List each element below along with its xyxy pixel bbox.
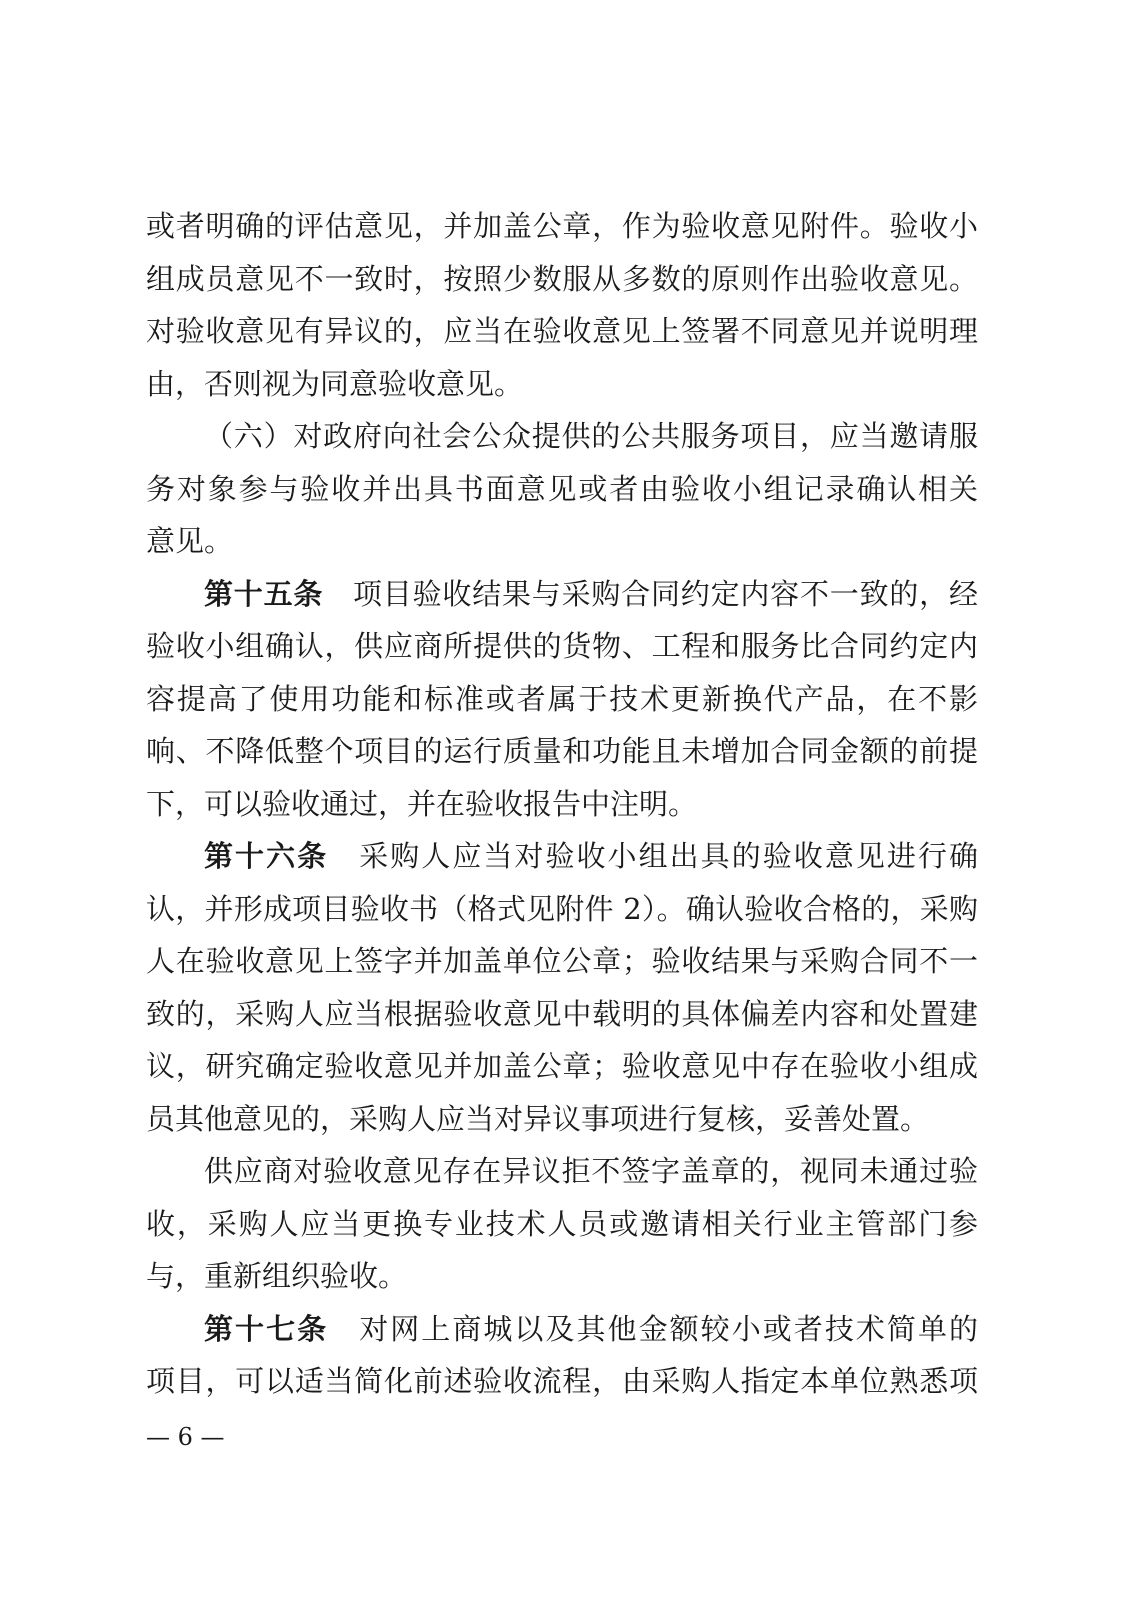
text-line: 人在验收意见上签字并加盖单位公章；验收结果与采购合同不一 (146, 944, 978, 978)
article-heading-17: 第十七条 (204, 1311, 329, 1346)
text-line: 项目验收结果与采购合同约定内容不一致的，经 (352, 576, 978, 611)
page-number: — 6 — (146, 1423, 225, 1451)
article-heading-16: 第十六条 (204, 839, 329, 873)
text-line: 对网上商城以及其他金额较小或者技术简单的 (357, 1311, 978, 1346)
text-line: 组成员意见不一致时，按照少数服从多数的原则作出验收意见。 (146, 261, 978, 296)
text-line: 认，并形成项目验收书（格式见附件 2）。确认验收合格的，采购 (146, 891, 978, 926)
text-line: 验收小组确认，供应商所提供的货物、工程和服务比合同约定内 (146, 629, 978, 663)
text-line: 致的，采购人应当根据验收意见中载明的具体偏差内容和处置建 (146, 996, 978, 1031)
article-line (146, 830, 978, 883)
text-line: 员其他意见的，采购人应当对异议事项进行复核，妥善处置。 (146, 1101, 930, 1136)
text-line: 收，采购人应当更换专业技术人员或邀请相关行业主管部门参 (146, 1206, 978, 1241)
text-line: 务对象参与验收并出具书面意见或者由验收小组记录确认相关 (146, 471, 978, 506)
text-line: 意见。 (146, 524, 234, 558)
text-line: 对验收意见有异议的，应当在验收意见上签署不同意见并说明理 (146, 314, 978, 348)
text-line: （六）对政府向社会公众提供的公共服务项目，应当邀请服 (204, 419, 978, 453)
article-line (146, 1303, 978, 1356)
text-line: 容提高了使用功能和标准或者属于技术更新换代产品，在不影 (146, 681, 978, 716)
text-line: 响、不降低整个项目的运行质量和功能且未增加合同金额的前提 (146, 734, 978, 768)
text-line: 或者明确的评估意见，并加盖公章，作为验收意见附件。验收小 (146, 209, 978, 243)
text-line: 供应商对验收意见存在异议拒不签字盖章的，视同未通过验 (204, 1154, 978, 1188)
article-line (146, 568, 978, 621)
text-line: 下，可以验收通过，并在验收报告中注明。 (146, 786, 698, 821)
text-line: 采购人应当对验收小组出具的验收意见进行确 (357, 839, 978, 873)
body-text (146, 200, 978, 1408)
text-line: 由，否则视为同意验收意见。 (146, 366, 524, 401)
text-line: 与，重新组织验收。 (146, 1259, 408, 1293)
article-heading-15: 第十五条 (204, 576, 324, 611)
text-line: 议，研究确定验收意见并加盖公章；验收意见中存在验收小组成 (146, 1049, 978, 1083)
text-line: 项目，可以适当简化前述验收流程，由采购人指定本单位熟悉项 (146, 1364, 978, 1398)
